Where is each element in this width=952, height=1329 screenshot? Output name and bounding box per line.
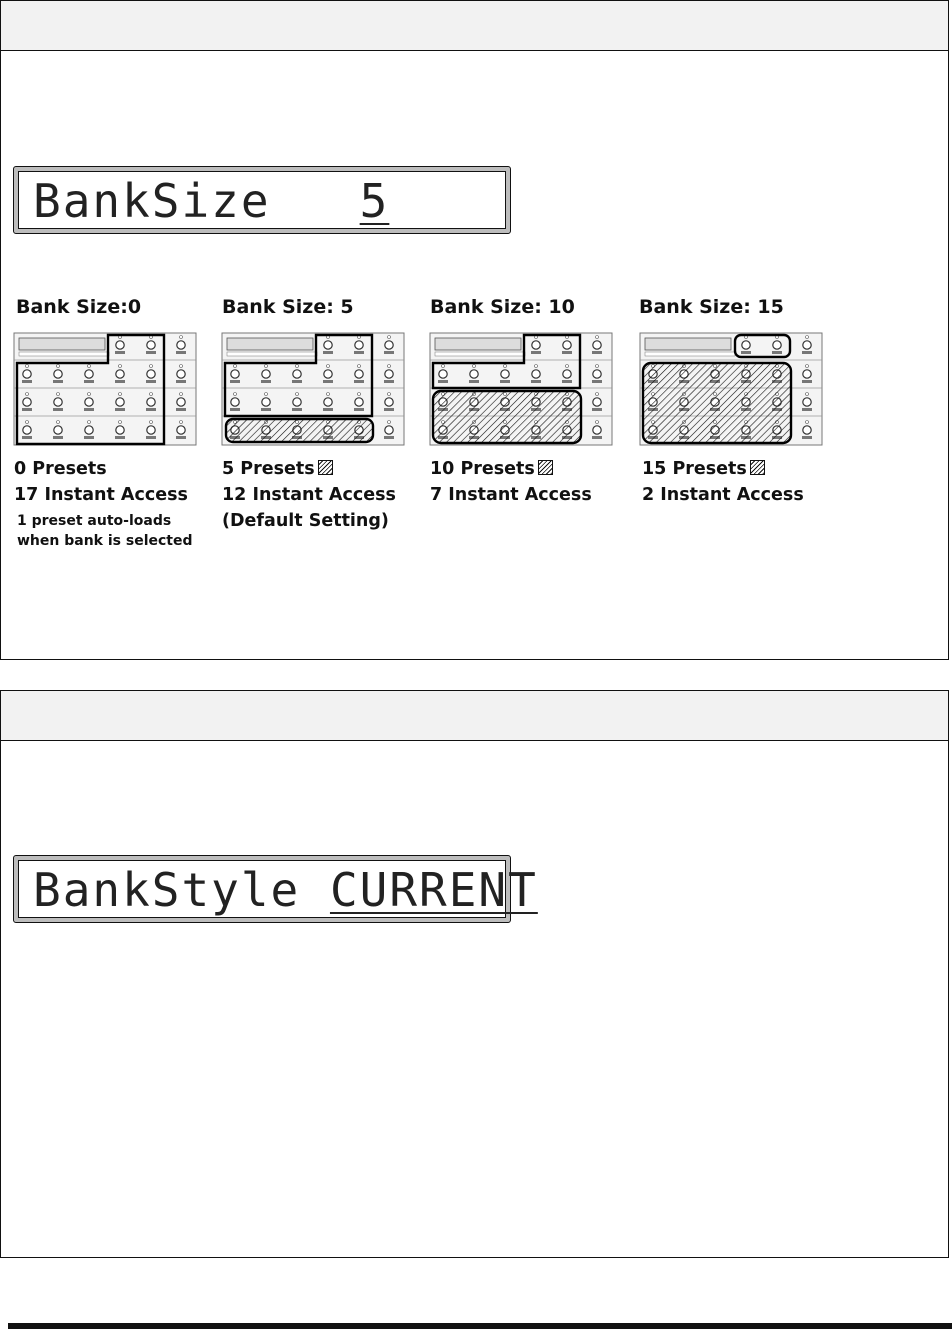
bank-size-lcd-text xyxy=(33,176,389,226)
bank-size-5-instant: 12 Instant Access xyxy=(222,485,396,505)
bank-size-10-presets: 10 Presets xyxy=(430,459,553,479)
bank-size-panel xyxy=(0,0,949,660)
preset-swatch-icon xyxy=(538,460,553,475)
bank-style-panel xyxy=(0,690,949,1258)
preset-swatch-icon xyxy=(318,460,333,475)
bank-size-0-instant: 17 Instant Access xyxy=(14,485,188,505)
bank-size-0-title: Bank Size:0 xyxy=(16,296,142,318)
bank-size-5-default: (Default Setting) xyxy=(222,511,389,531)
bank-size-10-title: Bank Size: 10 xyxy=(430,296,575,318)
bank-size-lcd-value: 5 xyxy=(359,174,390,228)
bank-size-0-note-2: when bank is selected xyxy=(17,533,193,549)
bank-style-lcd-screen xyxy=(18,860,538,918)
bank-style-panel-header xyxy=(1,691,948,741)
bank-style-lcd-text xyxy=(33,865,538,915)
page-bottom-rule xyxy=(8,1323,952,1329)
bank-size-10-diagram xyxy=(429,332,615,446)
bank-size-0-presets: 0 Presets xyxy=(14,459,107,479)
bank-size-lcd-screen xyxy=(18,171,506,229)
bank-style-lcd-value: CURRENT xyxy=(329,863,538,917)
bank-size-lcd xyxy=(13,166,511,234)
bank-size-10-instant: 7 Instant Access xyxy=(430,485,592,505)
bank-size-0-note-1: 1 preset auto-loads xyxy=(17,513,172,529)
bank-size-lcd-label: BankSize xyxy=(33,174,271,228)
preset-swatch-icon xyxy=(750,460,765,475)
bank-style-lcd-label: BankStyle xyxy=(33,863,301,917)
bank-size-15-diagram xyxy=(639,332,825,446)
bank-size-panel-header xyxy=(1,1,948,51)
bank-size-15-presets: 15 Presets xyxy=(642,459,765,479)
bank-size-0-diagram xyxy=(13,332,197,446)
bank-size-5-title: Bank Size: 5 xyxy=(222,296,354,318)
bank-size-5-diagram xyxy=(221,332,407,446)
bank-size-15-title: Bank Size: 15 xyxy=(639,296,784,318)
bank-size-15-instant: 2 Instant Access xyxy=(642,485,804,505)
bank-style-lcd xyxy=(13,855,538,923)
bank-size-5-presets: 5 Presets xyxy=(222,459,333,479)
